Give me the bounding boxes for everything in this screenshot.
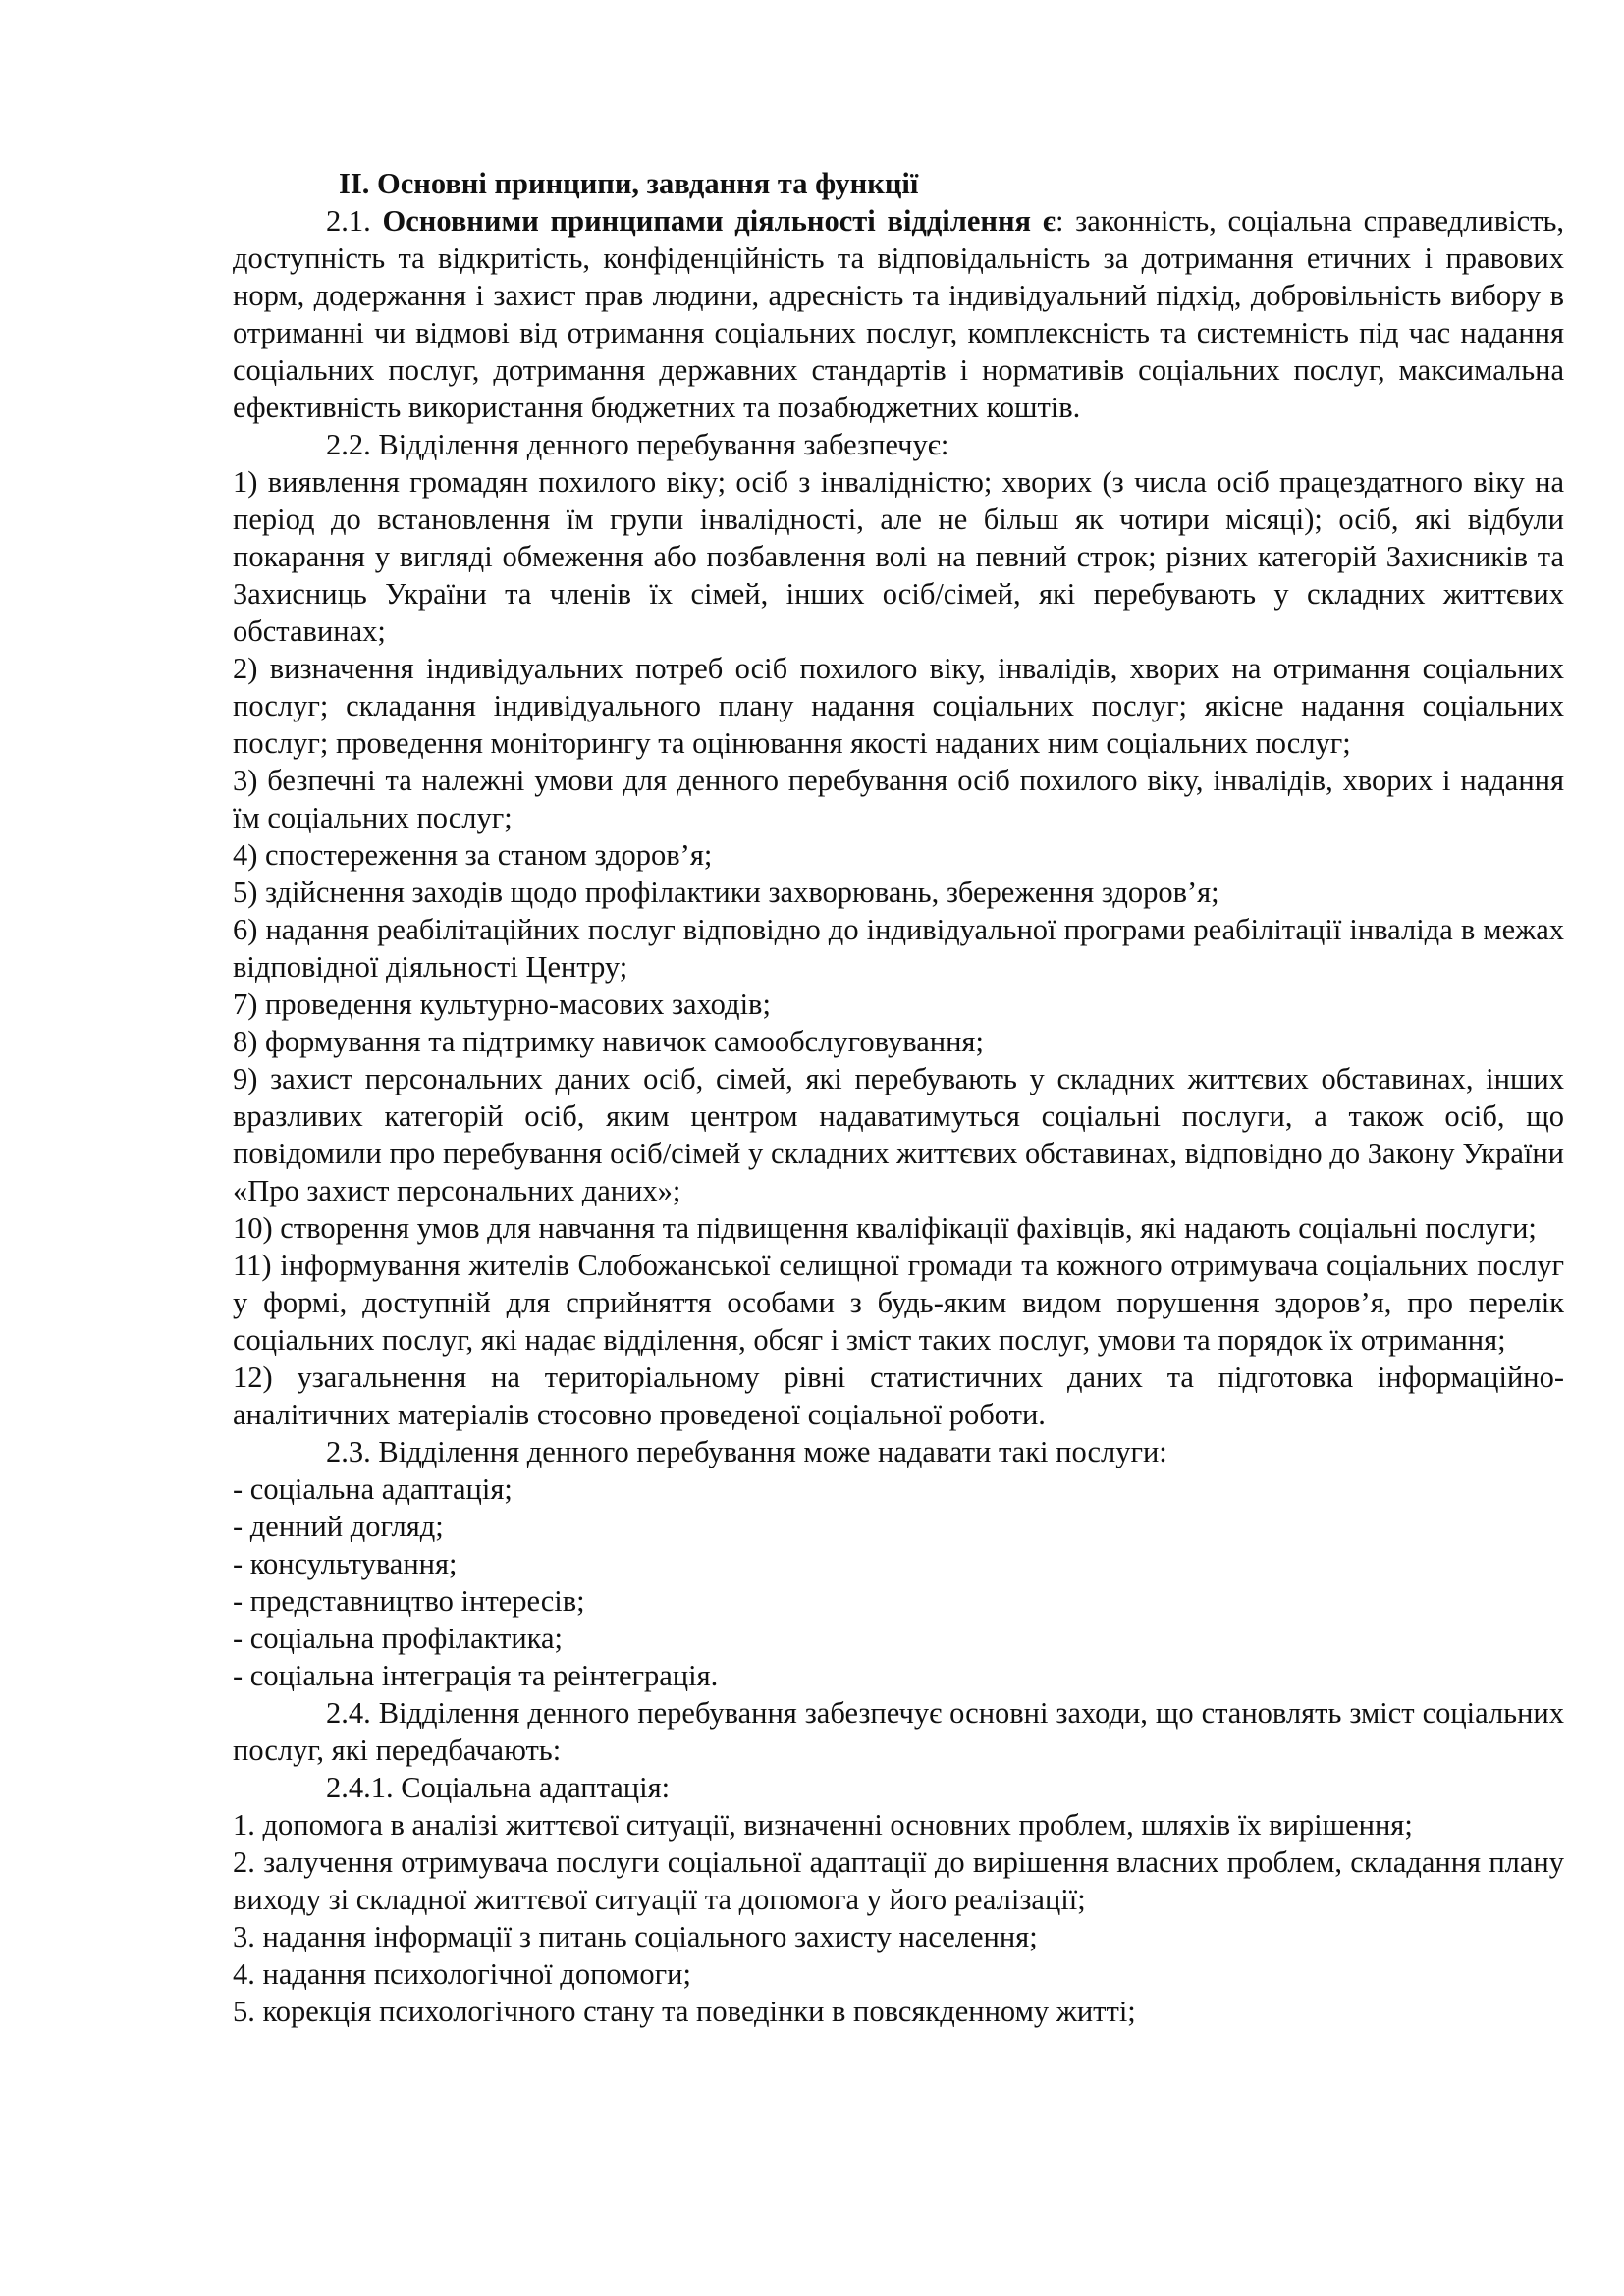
list-2-4-1 — [233, 1806, 1564, 2030]
list-item: 4. надання психологічної допомоги; — [233, 1957, 691, 1991]
list-item: 6) надання реабілітаційних послуг відповідно до індивідуальної програми реабілітації інваліда в межах відповідної діяльності Центру; — [233, 913, 1564, 984]
list-item: - денний догляд; — [233, 1510, 444, 1543]
list-item: 5) здійснення заходів щодо профілактики захворювань, збереження здоров’я; — [233, 876, 1219, 909]
list-item: - представництво інтересів; — [233, 1584, 585, 1618]
document-page — [233, 165, 1564, 2030]
paragraph-2-1 — [233, 202, 1564, 426]
list-item: 3) безпечні та належні умови для денного перебування осіб похилого віку, інвалідів, хворих і надання їм соціальних послуг; — [233, 764, 1564, 834]
section-title: ІІ. Основні принципи, завдання та функції — [339, 167, 919, 200]
list-item: - соціальна адаптація; — [233, 1472, 513, 1506]
list-item: 10) створення умов для навчання та підвищення кваліфікації фахівців, які надають соціальні послуги; — [233, 1211, 1537, 1245]
list-item: 2. залучення отримувача послуги соціальної адаптації до вирішення власних проблем, складання плану виходу зі складної життєвої ситуації та допомога у його реалізації; — [233, 1845, 1564, 1916]
list-item: 7) проведення культурно-масових заходів; — [233, 988, 771, 1021]
list-item: 2) визначення індивідуальних потреб осіб похилого віку, інвалідів, хворих на отримання соціальних послуг; складання індивідуального плану надання соціальних послуг; якісне надання соціальних послуг; проведення моніторингу та оцінювання якості наданих ним соціальних послуг; — [233, 652, 1564, 760]
list-item: 11) інформування жителів Слобожанської селищної громади та кожного отримувача соціальних послуг у формі, доступній для сприйняття особами з будь-яким видом порушення здоров’я, про перелік соціальних послуг, які надає відділення, обсяг і зміст таких послуг, умови та порядок їх отримання; — [233, 1249, 1564, 1357]
list-item: 5. корекція психологічного стану та поведінки в повсякденному житті; — [233, 1995, 1136, 2028]
paragraph-2-2: 2.2. Відділення денного перебування забезпечує: — [326, 428, 949, 461]
list-item: - соціальна інтеграція та реінтеграція. — [233, 1659, 719, 1692]
list-item: - соціальна профілактика; — [233, 1622, 564, 1655]
list-item: 9) захист персональних даних осіб, сімей, які перебувають у складних життєвих обставинах, інших вразливих категорій осіб, яким центром надаватимуться соціальні послуги, а також осіб, що повідомили про перебування осіб/сімей у складних життєвих обставинах, відповідно до Закону України «Про захист персональних даних»; — [233, 1062, 1564, 1207]
paragraph-2-4-1: 2.4.1. Соціальна адаптація: — [326, 1771, 671, 1804]
list-2-3 — [233, 1470, 1564, 1694]
list-item: 3. надання інформації з питань соціального захисту населення; — [233, 1920, 1038, 1953]
list-item: 4) спостереження за станом здоров’я; — [233, 838, 713, 872]
list-2-2 — [233, 463, 1564, 1433]
paragraph-2-1-text: : законність, соціальна справедливість, доступність та відкритість, конфіденційність та відповідальність за дотримання етичних і правових норм, додержання і захист прав людини, адресність та індивідуальний підхід, добровільність вибору в отриманні чи відмові від отримання соціальних послуг, комплексність та системність під час надання соціальних послуг, дотримання державних стандартів і нормативів соціальних послуг, максимальна ефективність використання бюджетних та позабюджетних коштів. — [233, 204, 1565, 424]
paragraph-2-1-number: 2.1. — [326, 204, 383, 238]
paragraph-2-3: 2.3. Відділення денного перебування може надавати такі послуги: — [326, 1435, 1167, 1468]
paragraph-2-1-bold: Основними принципами діяльності відділення є — [382, 204, 1056, 238]
list-item: 1. допомога в аналізі життєвої ситуації, визначенні основних проблем, шляхів їх вирішення; — [233, 1808, 1413, 1842]
list-item: 8) формування та підтримку навичок самообслуговування; — [233, 1025, 984, 1058]
list-item: 12) узагальнення на територіальному рівні статистичних даних та підготовка інформаційно-аналітичних матеріалів стосовно проведеної соціальної роботи. — [233, 1361, 1564, 1431]
paragraph-2-4: 2.4. Відділення денного перебування забезпечує основні заходи, що становлять зміст соціальних послуг, які передбачають: — [233, 1696, 1564, 1767]
list-item: - консультування; — [233, 1547, 458, 1580]
list-item: 1) виявлення громадян похилого віку; осіб з інвалідністю; хворих (з числа осіб працездатного віку на період до встановлення їм групи інвалідності, але не більш як чотири місяці); осіб, які відбули покарання у вигляді обмеження або позбавлення волі на певний строк; різних категорій Захисників та Захисниць України та членів їх сімей, інших осіб/сімей, які перебувають у складних життєвих обставинах; — [233, 465, 1564, 648]
